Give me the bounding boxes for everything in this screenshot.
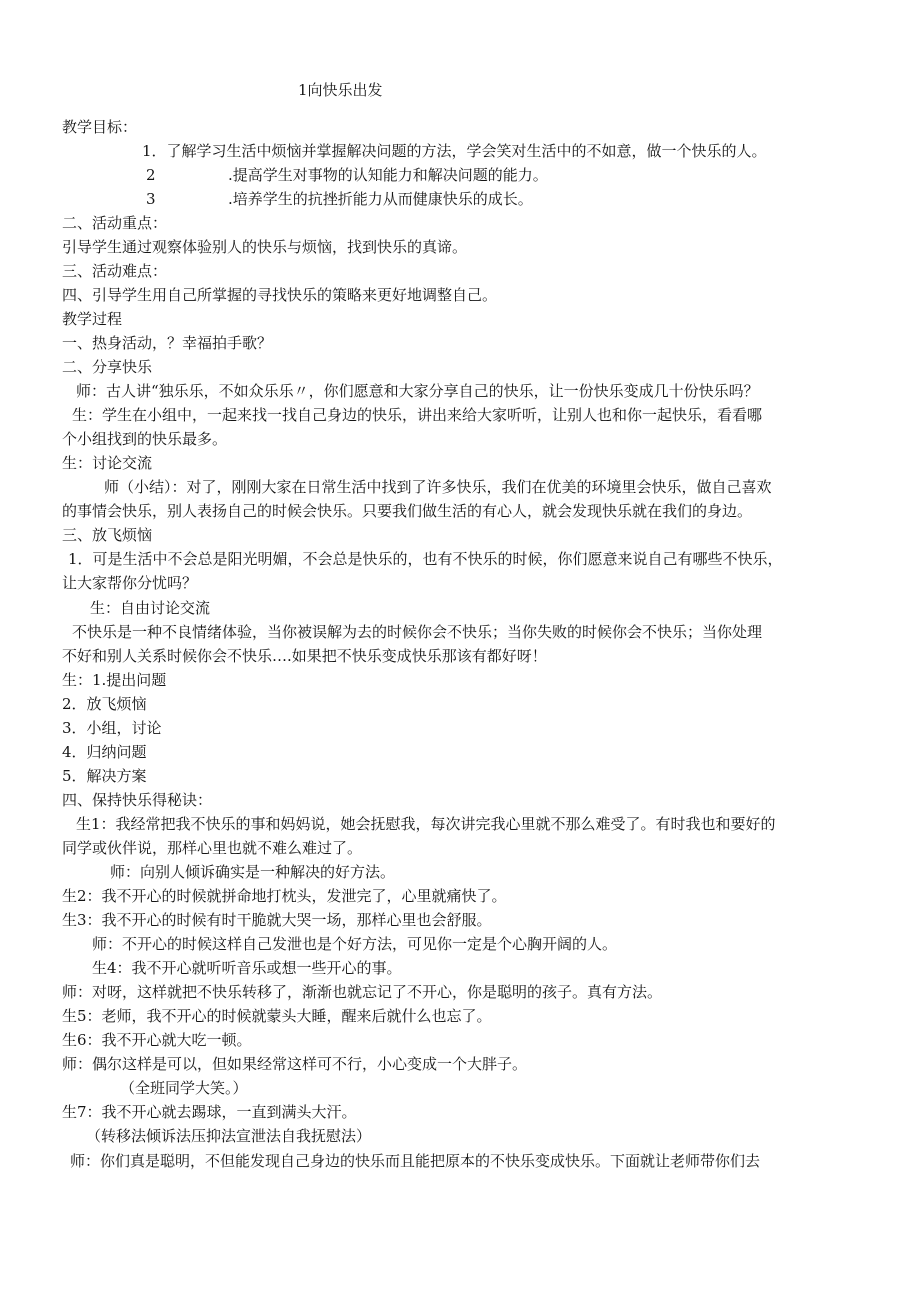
text-line: 三、放飞烦恼 [62, 526, 153, 544]
text-line: 师：古人讲“独乐乐，不如众乐乐〃，你们愿意和大家分享自己的快乐，让一份快乐变成几十份快乐吗？ [76, 382, 759, 400]
text-line: 2 [146, 166, 156, 184]
text-line: 1．了解学习生活中烦恼并掌握解决问题的方法，学会笑对生活中的不如意，做一个快乐的人。 [142, 142, 767, 160]
text-line: .提高学生对事物的认知能力和解决问题的能力。 [228, 166, 548, 184]
text-line: 生2：我不开心的时候就拼命地打枕头，发泄完了，心里就痛快了。 [62, 887, 507, 905]
text-line: 同学或伙伴说，那样心里也就不难么难过了。 [62, 839, 363, 857]
text-line: 师：对呀，这样就把不快乐转移了，渐渐也就忘记了不开心，你是聪明的孩子。真有方法。 [62, 983, 663, 1001]
text-line: 三、活动难点： [62, 262, 168, 280]
text-line: 四、引导学生用自己所掌握的寻找快乐的策略来更好地调整自己。 [62, 286, 498, 304]
text-line: 生5：老师，我不开心的时候就蒙头大睡，醒来后就什么也忘了。 [62, 1007, 492, 1025]
text-line: 生3：我不开心的时候有时干脆就大哭一场，那样心里也会舒服。 [62, 911, 492, 929]
text-line: 1．可是生活中不会总是阳光明媚，不会总是快乐的，也有不快乐的时候，你们愿意来说自己有哪些不快乐， [68, 550, 783, 568]
text-line: 师：你们真是聪明，不但能发现自己身边的快乐而且能把原本的不快乐变成快乐。下面就让老师带你们去 [70, 1152, 761, 1170]
text-line: （转移法倾诉法压抑法宣泄法自我抚慰法） [86, 1127, 372, 1145]
text-line: 生7：我不开心就去踢球，一直到满头大汗。 [62, 1103, 357, 1121]
text-line: 生6：我不开心就大吃一顿。 [62, 1031, 252, 1049]
text-line: 让大家帮你分忧吗？ [62, 574, 198, 592]
text-line: （全班同学大笑。） [120, 1079, 248, 1097]
text-line: 2．放飞烦恼 [62, 695, 147, 713]
text-line: 教学过程 [62, 310, 123, 328]
text-line: 生：讨论交流 [62, 454, 153, 472]
text-line: 一、热身活动，？幸福拍手歌？ [62, 334, 273, 352]
text-line: 二、活动重点： [62, 214, 168, 232]
text-line: 生：自由讨论交流 [90, 599, 211, 617]
document-title: 1向快乐出发 [298, 81, 383, 99]
text-line: 的事情会快乐，别人表扬自己的时候会快乐。只要我们做生活的有心人，就会发现快乐就在我们的身边。 [62, 502, 753, 520]
text-line: 二、分享快乐 [62, 358, 153, 376]
text-line: 引导学生通过观察体验别人的快乐与烦恼，找到快乐的真谛。 [62, 238, 468, 256]
text-line: 3 [146, 190, 156, 208]
text-line: 3．小组，讨论 [62, 719, 162, 737]
text-line: 4．归纳问题 [62, 743, 147, 761]
text-line: 生1：我经常把我不快乐的事和妈妈说，她会抚慰我，每次讲完我心里就不那么难受了。有时我也和要好的 [76, 815, 776, 833]
text-line: 不好和别人关系时候你会不快乐….如果把不快乐变成快乐那该有都好呀！ [62, 647, 547, 665]
text-line: 5．解决方案 [62, 767, 147, 785]
text-line: 个小组找到的快乐最多。 [62, 430, 228, 448]
text-line: 师：偶尔这样是可以，但如果经常这样可不行，小心变成一个大胖子。 [62, 1055, 528, 1073]
text-line: 生：1.提出问题 [62, 671, 167, 689]
text-line: 教学目标： [62, 118, 138, 136]
text-line: 四、保持快乐得秘诀： [62, 791, 213, 809]
text-line: 生4：我不开心就听听音乐或想一些开心的事。 [92, 959, 402, 977]
text-line: 师：向别人倾诉确实是一种解决的好方法。 [110, 863, 396, 881]
text-line: 生：学生在小组中，一起来找一找自己身边的快乐，讲出来给大家听听，让别人也和你一起快乐，看看哪 [72, 406, 763, 424]
text-line: .培养学生的抗挫折能力从而健康快乐的成长。 [228, 190, 533, 208]
text-line: 师：不开心的时候这样自己发泄也是个好方法，可见你一定是个心胸开阔的人。 [92, 935, 618, 953]
text-line: 师（小结）：对了，刚刚大家在日常生活中找到了许多快乐，我们在优美的环境里会快乐，做自己喜欢 [104, 478, 772, 496]
text-line: 不快乐是一种不良情绪体验，当你被误解为去的时候你会不快乐；当你失败的时候你会不快乐；当你处理 [72, 623, 763, 641]
